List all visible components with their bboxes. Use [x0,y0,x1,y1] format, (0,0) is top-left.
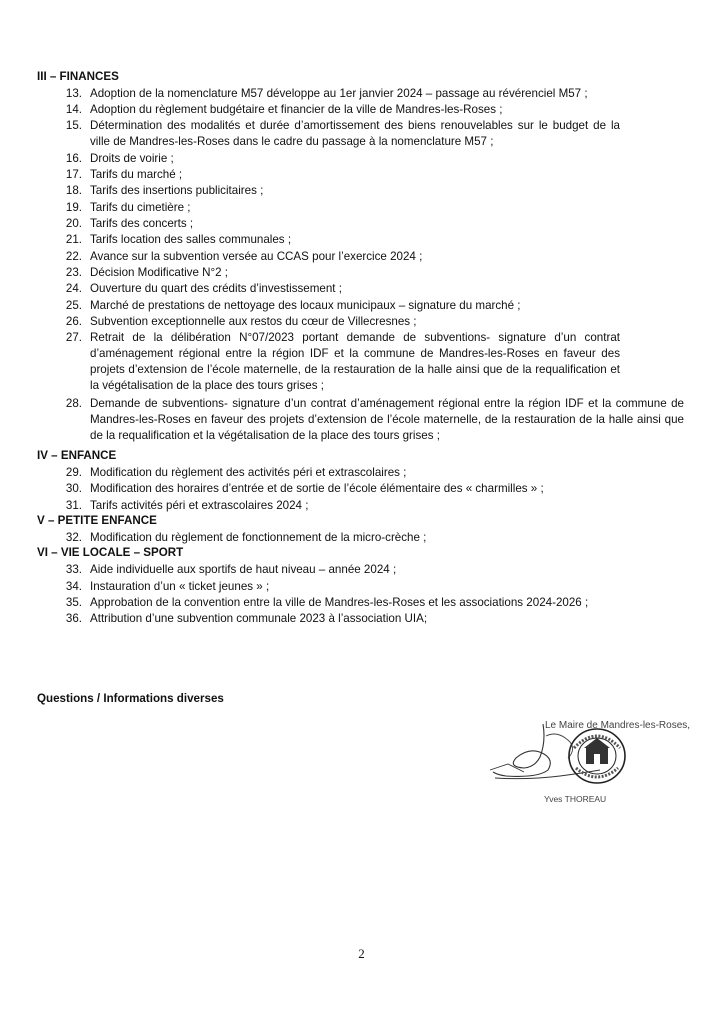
item-number: 31. [65,499,82,512]
item-text: Marché de prestations de nettoyage des locaux municipaux – signature du marché ; [90,299,521,312]
item-number: 23. [65,266,82,279]
signature-name: Yves THOREAU [544,794,607,804]
item-text: Demande de subventions- signature d’un contrat d’aménagement régional entre la région IDF et la commune de Mandres-les-Roses en faveur des projets d’extension de l’école maternelle, de la restauration de la halle ainsi que de la requalification et la végétalisation de la place des tours grises ; [90,397,684,442]
item-number: 36. [65,612,82,625]
item-text: Attribution d’une subvention communale 2023 à l’association UIA; [90,612,428,625]
item-text: Modification du règlement des activités péri et extrascolaires ; [90,466,407,479]
item-number: 17. [65,168,82,181]
official-stamp-icon [566,726,628,786]
section-heading-enfance: IV – ENFANCE [37,449,117,462]
item-text: Décision Modificative N°2 ; [90,266,229,279]
signature-title: Le Maire de Mandres-les-Roses, [545,720,691,731]
item-number: 26. [65,315,82,328]
item-number: 27. [65,331,82,344]
item-text: Adoption de la nomenclature M57 développe au 1er janvier 2024 – passage au révérenciel M57 ; [90,87,588,100]
item-text: Adoption du règlement budgétaire et financier de la ville de Mandres-les-Roses ; [90,103,503,116]
item-text: Tarifs location des salles communales ; [90,233,292,246]
item-number: 33. [65,563,82,576]
item-text: Tarifs des concerts ; [90,217,194,230]
section-heading-finances: III – FINANCES [37,70,119,83]
item-text: Modification du règlement de fonctionnement de la micro-crèche ; [90,531,427,544]
item-number: 24. [65,282,82,295]
item-text: Instauration d’un « ticket jeunes » ; [90,580,270,593]
item-number: 28. [65,397,82,410]
item-number: 34. [65,580,82,593]
item-number: 18. [65,184,82,197]
item-text: Détermination des modalités et durée d’amortissement des biens renouvelables sur le budget de la ville de Mandres-les-Roses dans le cadre du passage à la nomenclature M57 ; [90,119,620,148]
item-number: 25. [65,299,82,312]
item-number: 22. [65,250,82,263]
item-text: Tarifs activités péri et extrascolaires 2024 ; [90,499,309,512]
item-text: Modification des horaires d’entrée et de sortie de l’école élémentaire des « charmilles » ; [90,482,544,495]
item-text: Tarifs du marché ; [90,168,183,181]
item-text: Avance sur la subvention versée au CCAS pour l’exercice 2024 ; [90,250,423,263]
item-text: Droits de voirie ; [90,152,174,165]
misc-heading: Questions / Informations diverses [37,692,224,705]
item-text: Aide individuelle aux sportifs de haut niveau – année 2024 ; [90,563,397,576]
item-number: 35. [65,596,82,609]
item-text: Retrait de la délibération N°07/2023 portant demande de subventions- signature d’un contrat d’aménagement régional entre la région IDF et la commune de Mandres-les-Roses en faveur des projets d’extension de l’école maternelle, de la restauration de la halle ainsi que de la requalification et la végétalisation de la place des tours grises ; [90,331,620,392]
section-heading-petite-enfance: V – PETITE ENFANCE [37,514,157,527]
page-number: 2 [358,946,365,961]
item-number: 19. [65,201,82,214]
item-number: 16. [65,152,82,165]
item-number: 20. [65,217,82,230]
item-text: Tarifs du cimetière ; [90,201,191,214]
item-text: Tarifs des insertions publicitaires ; [90,184,264,197]
item-number: 14. [65,103,82,116]
item-number: 32. [65,531,82,544]
item-text: Approbation de la convention entre la ville de Mandres-les-Roses et les associations 2024-2026 ; [90,596,589,609]
item-number: 21. [65,233,82,246]
item-number: 29. [65,466,82,479]
item-number: 30. [65,482,82,495]
signature-block [488,712,691,812]
item-text: Ouverture du quart des crédits d’investissement ; [90,282,342,295]
item-number: 13. [65,87,82,100]
item-text: Subvention exceptionnelle aux restos du cœur de Villecresnes ; [90,315,417,328]
section-heading-vie-locale: VI – VIE LOCALE – SPORT [37,546,184,559]
item-number: 15. [65,119,82,132]
